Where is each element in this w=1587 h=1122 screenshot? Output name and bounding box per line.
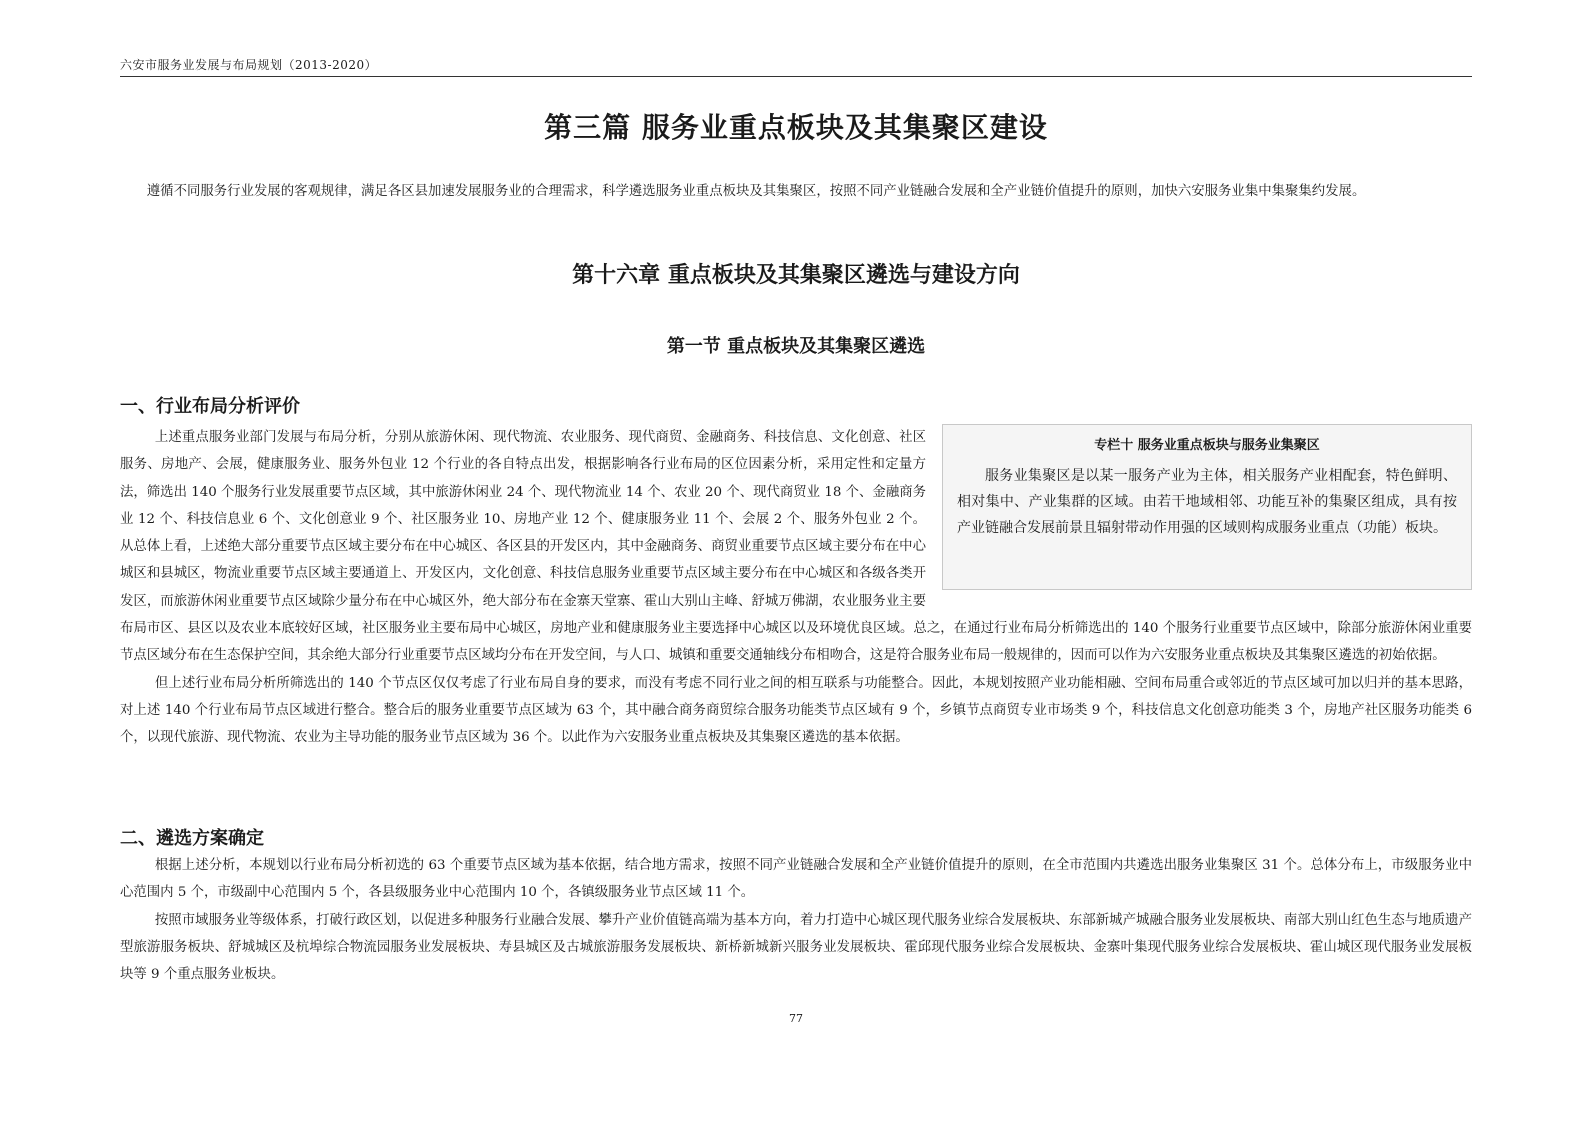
paragraph-1: 上述重点服务业部门发展与布局分析，分别从旅游休闲、现代物流、农业服务、现代商贸、金融商务、科技信息、文化创意、社区服务、房地产、会展，健康服务业、服务外包业 12 个行业的各自特点出发，根据影响各行业布局的区位因素分析，采用定性和定量方法，筛选出 140 个服务行业发展重要节点区域，其中旅游休闲业 24 个、现代物流业 14 个、农业 20 个、现代商贸业 18 个、金融商务业 12 个、科技信息业 6 个、文化创意业 9 个、社区服务业 10、房地产业 12 个、健康服务业 11 个、会展 2 个、服务外包业 2 个。从总体上看，上述绝大部分重要节点区域主要分布在中心城区、各区县的开发区内，其中金融商务、商贸业重要节点区域主要分布在中心城区和县城区，物流业重要节点区域主要通道上、开发区内，文化创意、科技信息服务业重要节点区域主要分布在中心城区和各级各类开发区，而旅游休闲业重要节点区域除少量分布在中心城区外，绝大部分布在金寨天堂寨、霍山大别山主峰、舒城万佛湖，农业服务业主要布局市区、县区以及农业本底较好区域，社区服务业主要布局中心城区，房地产业和健康服务业主要选择中心城区以及环境优良区域。总之，在通过行业布局分析筛选出的 140 个服务行业重要节点区域中，除部分旅游休闲业重要节点区域分布在生态保护空间，其余绝大部分行业重要节点区域均分布在开发空间，与人口、城镇和重要交通轴线分布相吻合，这是符合服务业布局一般规律的，因而可以作为六安服务业重点板块及其集聚区遴选的初始依据。 <box>120 430 1472 664</box>
paragraph-4: 按照市域服务业等级体系，打破行政区划，以促进多种服务行业融合发展、攀升产业价值链高端为基本方向，着力打造中心城区现代服务业综合发展板块、东部新城产城融合服务业发展板块、南部大别山红色生态与地质遗产型旅游服务板块、舒城城区及杭埠综合物流园服务业发展板块、寿县城区及古城旅游服务发展板块、新桥新城新兴服务业发展板块、霍邱现代服务业综合发展板块、金寨叶集现代服务业综合发展板块、霍山城区现代服务业发展板块等 9 个重点服务业板块。 <box>120 912 1472 983</box>
sidebar-box <box>942 424 1472 590</box>
chapter-title: 第十六章 重点板块及其集聚区遴选与建设方向 <box>572 263 1020 288</box>
running-header: 六安市服务业发展与布局规划（2013-2020） <box>120 56 1472 77</box>
part-title: 第三篇 服务业重点板块及其集聚区建设 <box>544 111 1048 144</box>
document-page <box>120 0 1472 1122</box>
heading-industry-layout: 一、行业布局分析评价 <box>120 396 300 417</box>
sidebar-title: 专栏十 服务业重点板块与服务业集聚区 <box>1094 438 1320 453</box>
paragraph-3: 根据上述分析，本规划以行业布局分析初选的 63 个重要节点区域为基本依据，结合地方需求，按照不同产业链融合发展和全产业链价值提升的原则，在全市范围内共遴选出服务业集聚区 31 个。总体分布上，市级服务业中心范围内 5 个，市级副中心范围内 5 个，各县级服务业中心范围内 10 个，各镇级服务业节点区域 11 个。 <box>120 858 1472 901</box>
page-number: 77 <box>789 1012 803 1025</box>
section-title: 第一节 重点板块及其集聚区遴选 <box>666 336 926 357</box>
heading-selection-plan: 二、遴选方案确定 <box>120 828 264 849</box>
intro-paragraph: 遵循不同服务行业发展的客观规律，满足各区县加速发展服务业的合理需求，科学遴选服务业重点板块及其集聚区，按照不同产业链融合发展和全产业链价值提升的原则，加快六安服务业集中集聚集约发展。 <box>146 184 1366 199</box>
paragraph-2: 但上述行业布局分析所筛选出的 140 个节点区仅仅考虑了行业布局自身的要求，而没有考虑不同行业之间的相互联系与功能整合。因此，本规划按照产业功能相融、空间布局重合或邻近的节点区域可加以归并的基本思路，对上述 140 个行业布局节点区域进行整合。整合后的服务业重要节点区域为 63 个，其中融合商务商贸综合服务功能类节点区域有 9 个，乡镇节点商贸专业市场类 9 个，科技信息文化创意功能类 3 个，房地产社区服务功能类 6 个，以现代旅游、现代物流、农业为主导功能的服务业节点区域为 36 个。以此作为六安服务业重点板块及其集聚区遴选的基本依据。 <box>120 675 1472 746</box>
industry-layout-body <box>120 424 1472 752</box>
sidebar-text: 服务业集聚区是以某一服务产业为主体，相关服务产业相配套，特色鲜明、相对集中、产业集群的区域。由若干地域相邻、功能互补的集聚区组成，具有按产业链融合发展前景且辐射带动作用强的区域则构成服务业重点（功能）板块。 <box>957 468 1457 536</box>
selection-plan-body <box>120 852 1472 988</box>
